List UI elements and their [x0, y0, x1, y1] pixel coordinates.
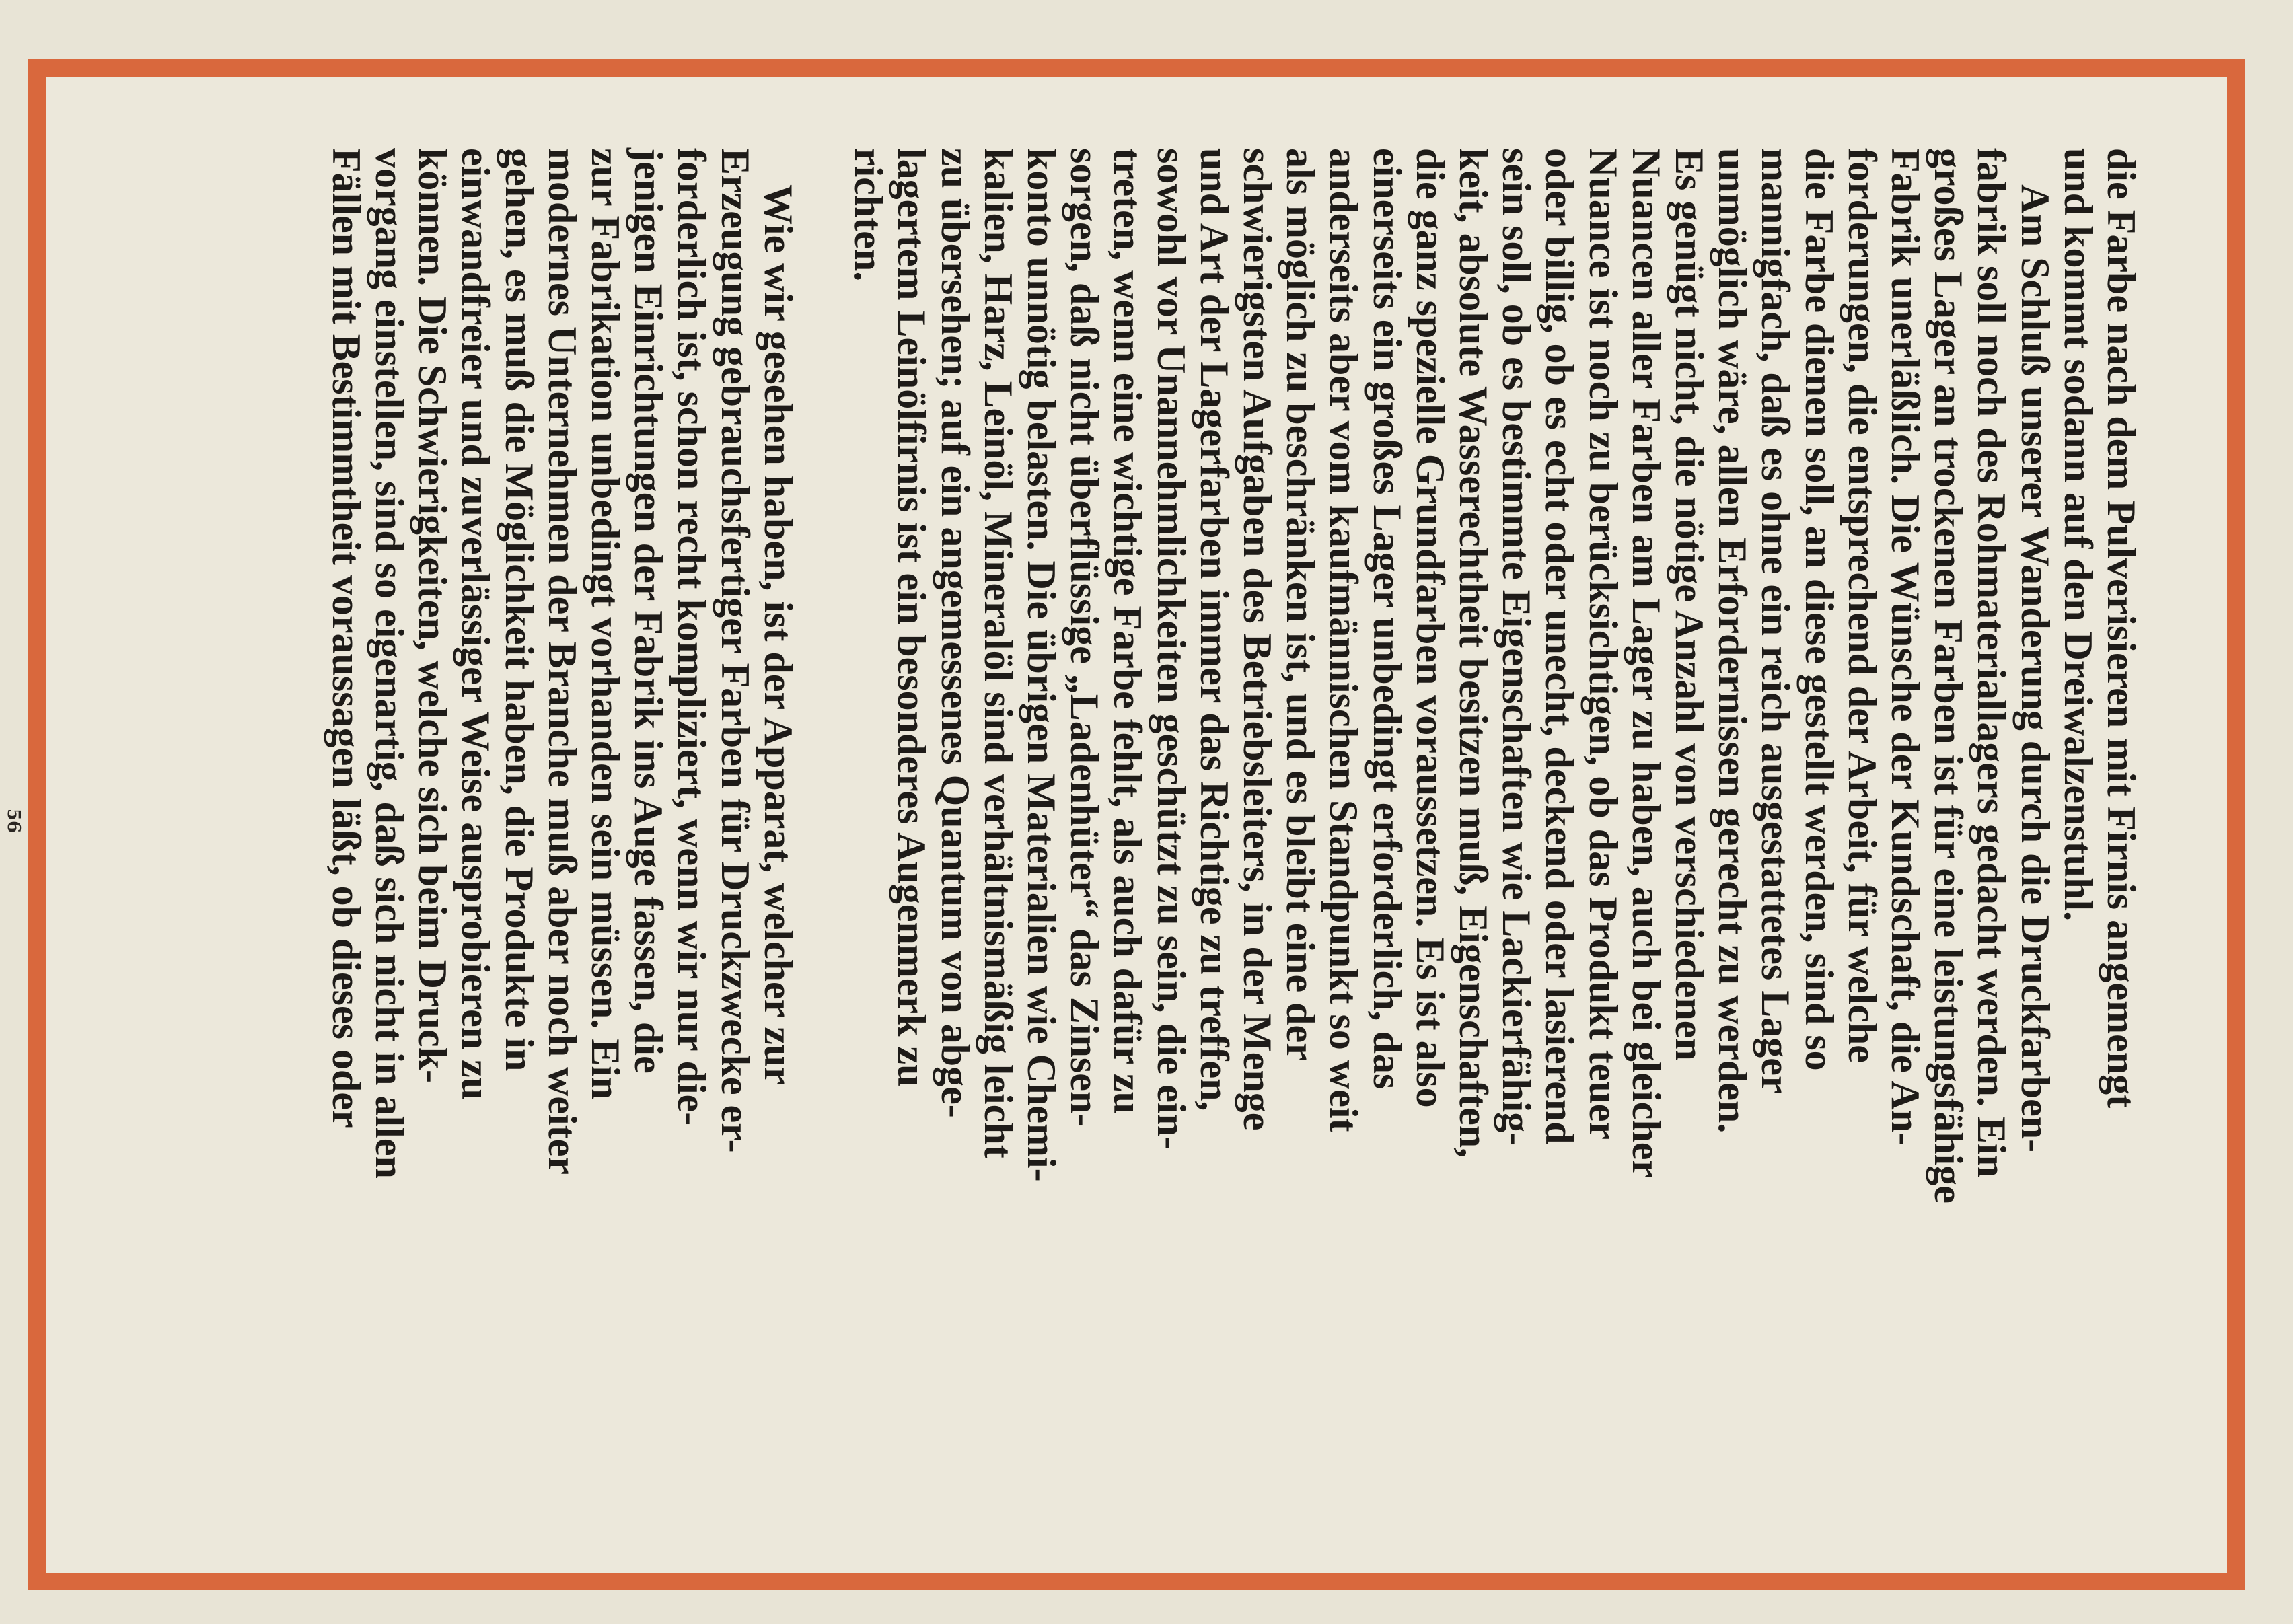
paragraph-3: Wie wir gesehen haben, ist der Apparat, welcher zur Erzeugung gebrauchsfertiger Farben für Druckzwecke er- forderlich ist, schon recht kompliziert, wenn wir nur die- jenigen Einrichtungen der Fabrik ins Auge fassen, die zur Fabrikation unbedingt vorhanden sein müssen. Ein modernes Unternehmen der Branche muß aber noch weiter gehen, es muß die Möglichkeit haben, die Produkte in einwandfreier und zuverlässiger Weise ausprobieren zu können. Die Schwierigkeiten, welche sich beim Druck- vorgang einstellen, sind so eigenartig, daß sich nicht in allen Fällen mit Bestimmtheit voraussagen läßt, ob dieses oder	[324, 148, 801, 1179]
paragraph-2: Am Schluß unserer Wanderung durch die Druckfarben- fabrik soll noch des Rohmateriallagers gedacht werden. Ein großes Lager an trockenen Farben ist für eine leistungsfähige Fabrik unerläßlich. Die Wünsche der Kundschaft, die An- forderungen, die entsprechend der Arbeit, für welche die Farbe dienen soll, an diese gestellt werden, sind so mannigfach, daß es ohne ein reich ausgestattetes Lager unmöglich wäre, allen Erfordernissen gerecht zu werden. Es genügt nicht, die nötige Anzahl von verschiedenen Nuancen aller Farben am Lager zu haben, auch bei gleicher Nuance ist noch zu berücksichtigen, ob das Produkt teuer oder billig, ob es echt oder unecht, deckend oder lasierend sein soll, ob es bestimmte Eigenschaften wie Lackierfähig- keit, absolute Wasserechtheit besitzen muß, Eigenschaften, die ganz spezielle Grundfarben voraussetzen. Es ist also einerseits ein großes Lager unbedingt erforderlich, das anderseits aber vom kaufmännischen Standpunkt so weit als möglich zu beschränken ist, und es bleibt eine der schwierigsten Aufgaben des Betriebsleiters, in der Menge und Art der Lagerfarben immer das Richtige zu treffen, sowohl vor Unannehmlichkeiten geschützt zu sein, die ein- treten, wenn eine wichtige Farbe fehlt, als auch dafür zu sorgen, daß nicht überflüssige „Ladenhüter“ das Zinsen- konto unnötig belasten. Die übrigen Materialien wie Chemi- kalien, Harz, Leinöl, Mineralöl sind verhältnismäßig leicht zu übersehen; auf ein angemessenes Quantum von abge- lagertem Leinölfirnis ist ein besonderes Augenmerk zu richten.	[846, 148, 2058, 1204]
paragraph-1: die Farbe nach dem Pulverisieren mit Firnis angemengt und kommt sodann auf den Dreiwalzenstuhl.	[2055, 148, 2144, 1109]
rotated-text-block	[138, 148, 2143, 1480]
page-number: 56	[3, 808, 24, 834]
text-column	[138, 148, 2143, 1480]
